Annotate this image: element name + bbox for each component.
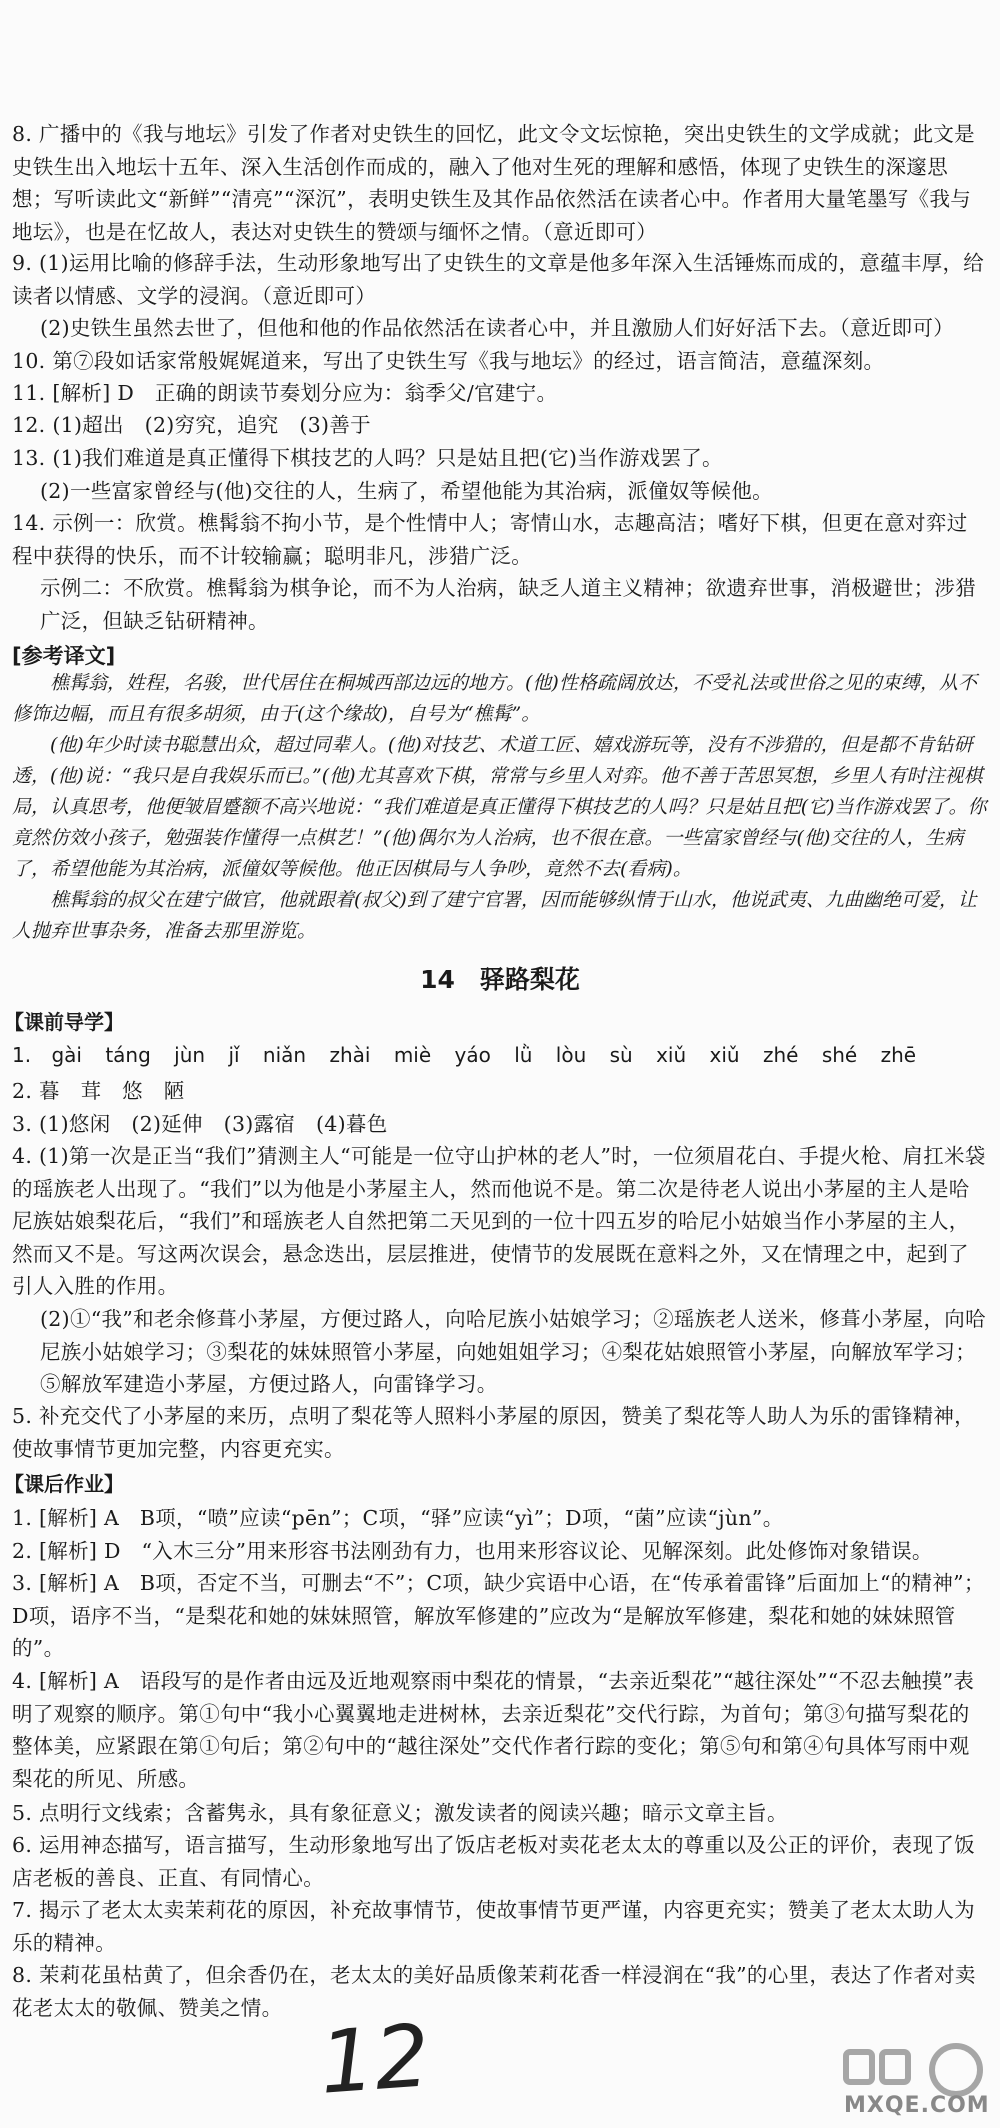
post-class-heading: 【课后作业】 — [4, 1472, 124, 1496]
translation-paragraph: 樵髯翁的叔父在建宁做官，他就跟着(叔父)到了建宁官署，因而能够纵情于山水，他说武夷、九曲幽绝可爱，让人抛弃世事杂务，准备去那里游览。 — [12, 889, 977, 942]
answer-item-13-1: 13. (1)我们难道是真正懂得下棋技艺的人吗？只是姑且把(它)当作游戏罢了。 — [12, 446, 723, 470]
answer-item-14-2: 示例二：不欣赏。樵髯翁为棋争论，而不为人治病，缺乏人道主义精神；欲遗弃世事，消极避世；涉猎广泛，但缺乏钻研精神。 — [40, 576, 976, 633]
post-item-4: 4. [解析] A 语段写的是作者由远及近地观察雨中梨花的情景，“去亲近梨花”“越往深处”“不忍去触摸”表明了观察的顺序。第①句中“我小心翼翼地走进树林，去亲近梨花”交代行踪，为首句；第③句描写梨花的整体美，应紧跟在第①句后；第②句中的“越往深处”交代作者行踪的变化；第⑤句和第④句具体写雨中观梨花的所见、所感。 — [12, 1669, 975, 1791]
pinyin-word: zhài — [329, 1043, 371, 1067]
pinyin-word: shé — [821, 1043, 858, 1067]
translation-paragraph: (他)年少时读书聪慧出众，超过同辈人。(他)对技艺、术道工匠、嬉戏游玩等，没有不涉猎的，但是都不肯钻研透，(他)说：“我只是自我娱乐而已。”(他)尤其喜欢下棋，常常与乡里人对弈。他不善于苦思冥想，乡里人有时注视棋局，认真思考，他便皱眉蹙额不高兴地说：“我们难道是真正懂得下棋技艺的人吗？只是姑且把(它)当作游戏罢了。你竟然仿效小孩子，勉强装作懂得一点棋艺！”(他)偶尔为人治病，也不很在意。一些富家曾经与(他)交往的人，生病了，希望他能为其治病，派僮奴等候他。他正因棋局与人争吵，竟然不去(看病)。 — [12, 734, 987, 880]
answer-item-8: 8. 广播中的《我与地坛》引发了作者对史铁生的回忆，此文令文坛惊艳，突出史铁生的文学成就；此文是史铁生出入地坛十五年、深入生活创作而成的，融入了他对生死的理解和感悟，体现了史铁生的深邃思想；写听读此文“新鲜”“清亮”“深沉”，表明史铁生及其作品依然活在读者心中。作者用大量笔墨写《我与地坛》，也是在忆故人，表达对史铁生的赞颂与缅怀之情。（意近即可） — [12, 122, 975, 244]
post-item-7: 7. 揭示了老太太卖茉莉花的原因，补充故事情节，使故事情节更严谨，内容更充实；赞美了老太太助人为乐的精神。 — [12, 1898, 975, 1955]
pinyin-word: lòu — [555, 1043, 587, 1067]
pre-class-heading: 【课前导学】 — [4, 1010, 124, 1034]
pre-item-3: 3. (1)悠闲 (2)延伸 (3)露宿 (4)暮色 — [12, 1112, 388, 1136]
section-title: 14 驿路梨花 — [420, 965, 580, 994]
pinyin-word: yáo — [454, 1043, 491, 1067]
pinyin-word: lǜ — [514, 1043, 533, 1067]
pinyin-word: zhé — [762, 1043, 799, 1067]
answer-item-12: 12. (1)超出 (2)穷究，追究 (3)善于 — [12, 413, 371, 437]
handwritten-page-number: 12 — [316, 2006, 433, 2114]
pinyin-word: niǎn — [262, 1043, 307, 1067]
answer-item-10: 10. 第⑦段如话家常般娓娓道来，写出了史铁生写《我与地坛》的经过，语言简洁，意蕴深刻。 — [12, 349, 885, 373]
pinyin-word: gài — [51, 1043, 82, 1067]
pinyin-word: xiǔ — [656, 1043, 687, 1067]
pinyin-word: jǐ — [228, 1043, 240, 1067]
pinyin-row — [12, 1043, 988, 1067]
answer-item-14-1: 14. 示例一：欣赏。樵髯翁不拘小节，是个性情中人；寄情山水，志趣高洁；嗜好下棋，但更在意对弈过程中获得的快乐，而不计较输赢；聪明非凡，涉猎广泛。 — [12, 511, 968, 568]
answer-item-13-2: (2)一些富家曾经与(他)交往的人，生病了，希望他能为其治病，派僮奴等候他。 — [40, 479, 773, 503]
post-item-3: 3. [解析] A B项，否定不当，可删去“不”；C项，缺少宾语中心语，在“传承着雷锋”后面加上“的精神”；D项，语序不当，“是梨花和她的妹妹照管，解放军修建的”应改为“是解放军修建，梨花和她的妹妹照管的”。 — [12, 1571, 985, 1660]
post-item-5: 5. 点明行文线索；含蓄隽永，具有象征意义；激发读者的阅读兴趣；暗示文章主旨。 — [12, 1801, 788, 1825]
watermark-url: MXQE.COM — [844, 2093, 990, 2118]
pre-item-5: 5. 补充交代了小茅屋的来历，点明了梨花等人照料小茅屋的原因，赞美了梨花等人助人为乐的雷锋精神，使故事情节更加完整，内容更充实。 — [12, 1404, 975, 1461]
post-item-8: 8. 茉莉花虽枯黄了，但余香仍在，老太太的美好品质像茉莉花香一样浸润在“我”的心里，表达了作者对卖花老太太的敬佩、赞美之情。 — [12, 1963, 976, 2020]
translation-heading: [参考译文] — [12, 644, 116, 668]
translation-paragraph: 樵髯翁，姓程，名骏，世代居住在桐城西部边远的地方。(他)性格疏阔放达，不受礼法或世俗之见的束缚，从不修饰边幅，而且有很多胡须，由于(这个缘故)，自号为“樵髯”。 — [12, 672, 977, 725]
pre-item-2: 2. 暮 茸 悠 陋 — [12, 1079, 185, 1103]
pinyin-word: táng — [105, 1043, 151, 1067]
pinyin-label: 1. — [12, 1043, 32, 1067]
pinyin-word: miè — [393, 1043, 432, 1067]
pinyin-word: sù — [609, 1043, 633, 1067]
pre-item-4-1: 4. (1)第一次是正当“我们”猜测主人“可能是一位守山护林的老人”时，一位须眉花白、手提火枪、肩扛米袋的瑶族老人出现了。“我们”以为他是小茅屋主人，然而他说不是。第二次是待老人说出小茅屋的主人是哈尼族姑娘梨花后，“我们”和瑶族老人自然把第二天见到的一位十四五岁的哈尼小姑娘当作小茅屋的主人，然而又不是。写这两次误会，悬念迭出，层层推进，使情节的发展既在意料之外，又在情理之中，起到了引人入胜的作用。 — [12, 1144, 986, 1298]
answer-item-9-1: 9. (1)运用比喻的修辞手法，生动形象地写出了史铁生的文章是他多年深入生活锤炼而成的，意蕴丰厚，给读者以情感、文学的浸润。（意近即可） — [12, 251, 985, 308]
pinyin-word: zhē — [880, 1043, 917, 1067]
pinyin-word: xiǔ — [709, 1043, 740, 1067]
post-item-6: 6. 运用神态描写，语言描写，生动形象地写出了饭店老板对卖花老太太的尊重以及公正的评价，表现了饭店老板的善良、正直、有同情心。 — [12, 1833, 975, 1890]
post-item-1: 1. [解析] A B项，“喷”应读“pēn”；C项，“驿”应读“yì”；D项，“菌”应读“jùn”。 — [12, 1506, 784, 1530]
answer-item-9-2: (2)史铁生虽然去世了，但他和他的作品依然活在读者心中，并且激励人们好好活下去。（意近即可） — [40, 316, 955, 340]
pre-item-4-2: (2)①“我”和老余修葺小茅屋，方便过路人，向哈尼族小姑娘学习；②瑶族老人送米，修葺小茅屋，向哈尼族小姑娘学习；③梨花的妹妹照管小茅屋，向她姐姐学习；④梨花姑娘照管小茅屋，向解放军学习；⑤解放军建造小茅屋，方便过路人，向雷锋学习。 — [40, 1307, 986, 1396]
pinyin-word: jùn — [174, 1043, 206, 1067]
answer-item-11: 11. [解析] D 正确的朗读节奏划分应为：翁季父/官建宁。 — [12, 381, 558, 405]
post-item-2: 2. [解析] D “入木三分”用来形容书法刚劲有力，也用来形容议论、见解深刻。此处修饰对象错误。 — [12, 1539, 933, 1563]
